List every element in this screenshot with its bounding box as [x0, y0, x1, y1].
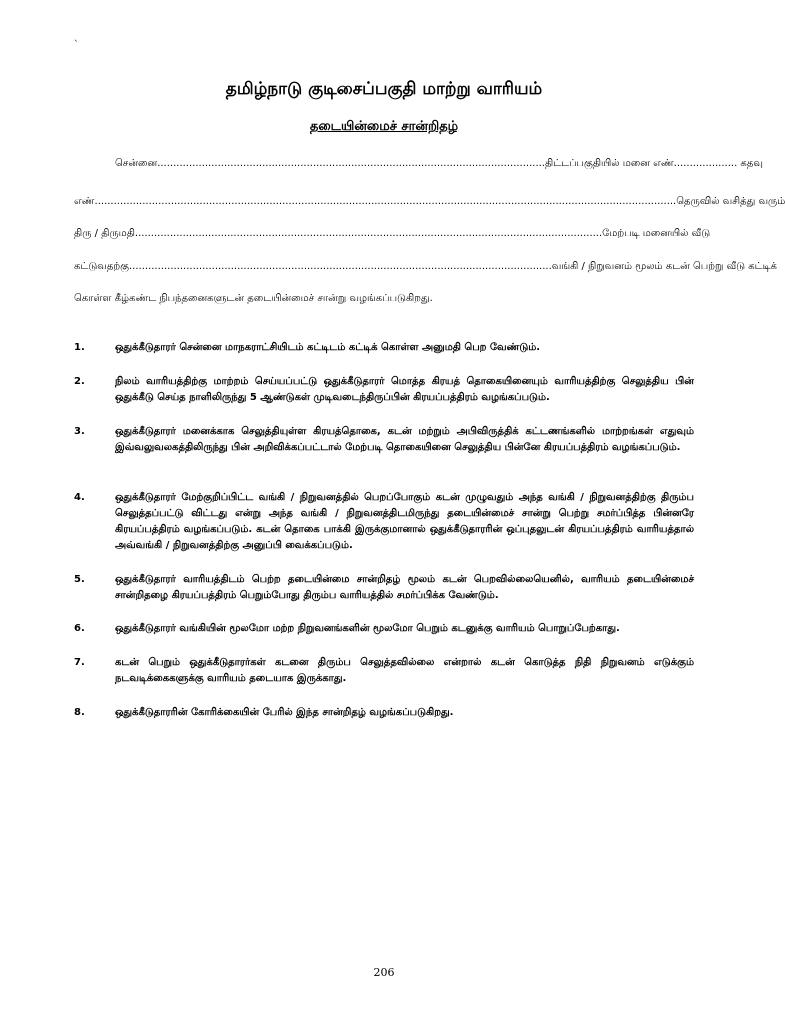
form-line-2 — [74, 194, 785, 210]
form-line-3-blank: ................................................................................................................................................... — [134, 228, 603, 239]
form-line-4 — [74, 259, 777, 275]
page-number: 206 — [373, 966, 395, 979]
condition-number: 7. — [74, 657, 85, 668]
form-line-1 — [115, 156, 763, 172]
stray-mark: ` — [74, 40, 79, 50]
form-line-5-lead: கொள்ள கீழ்கண்ட நிபந்தனைகளுடன் தடையின்மைச் சான்று வழங்கப்படுகிறது. — [74, 293, 433, 304]
form-line-1-tail: திட்டப்பகுதியில் மனை எண்.................... கதவு — [545, 158, 763, 169]
condition-number: 1. — [74, 342, 85, 353]
form-line-5 — [74, 291, 695, 307]
form-line-4-lead: கட்டுவதற்கு — [74, 261, 129, 272]
condition-text: கடன் பெறும் ஒதுக்கீடுதாரர்கள் கடனை திரும்ப செலுத்தவில்லை என்றால் கடன் கொடுத்த நிதி நிறுவனம் எடுக்கும் நடவடிக்கைகளுக்கு வாரியம் தடையாக இருக்காது. — [115, 657, 694, 684]
condition-number: 5. — [74, 574, 85, 585]
condition-text: ஒதுக்கீடுதாரர் சென்னை மாநகராட்சியிடம் கட்டிடம் கட்டிக் கொள்ள அனுமதி பெற வேண்டும். — [115, 342, 541, 353]
condition-text: ஒதுக்கீடுதாரர் மேற்குறிப்பிட்ட வங்கி / நிறுவனத்தில் பெறப்போகும் கடன் முழுவதும் அந்த வங்கி / நிறுவனத்திற்கு திரும்ப செலுத்தப்பட்டு விட்டது என்று அந்த வங்கி / நிறுவனத்திடமிருந்து தடையின்மைச் சான்று பெற்று சமர்ப்பித்த பின்னரே கிரயப்பத்திரம் வழங்கப்படும். கடன் தொகை பாக்கி இருக்குமானால் ஒதுக்கீடுதாரரின் ஒப்புதலுடன் கிரயப்பத்திரம் வாரியத்தால் அவ்வங்கி / நிறுவனத்திற்கு அனுப்பி வைக்கப்படும். — [115, 492, 694, 551]
form-line-2-tail: தெருவில் வசித்து வரும் — [676, 196, 785, 207]
condition-text: ஒதுக்கீடுதாரர் வங்கியின் மூலமோ மற்ற நிறுவனங்களின் மூலமோ பெறும் கடனுக்கு வாரியம் பொறுப்பேற்காது. — [115, 623, 620, 634]
form-line-2-lead: எண் — [74, 196, 95, 207]
document-subtitle: தடையின்மைச் சான்றிதழ் — [309, 119, 459, 134]
document-title: தமிழ்நாடு குடிசைப்பகுதி மாற்று வாரியம் — [225, 79, 543, 99]
condition-number: 8. — [74, 707, 85, 718]
condition-number: 6. — [74, 623, 85, 634]
condition-number: 2. — [74, 376, 85, 387]
form-line-3 — [74, 226, 711, 242]
condition-number: 3. — [74, 426, 85, 437]
form-line-3-tail: மேற்படி மனையில் வீடு — [602, 228, 711, 239]
condition-text: ஒதுக்கீடுதாரர் வாரியத்திடம் பெற்ற தடையின்மை சான்றிதழ் மூலம் கடன் பெறவில்லையெனில், வாரியம் தடையின்மைச் சான்றிதழை கிரயப்பத்திரம் பெறும்போது திரும்ப வாரியத்தில் சமர்ப்பிக்க வேண்டும். — [115, 574, 694, 601]
condition-number: 4. — [74, 492, 85, 503]
condition-text: நிலம் வாரியத்திற்கு மாற்றம் செய்யப்பட்டு ஒதுக்கீடுதாரர் மொத்த கிரயத் தொகையினையும் வாரியத்திற்கு செலுத்திய பின் ஒதுக்கீடு செய்த நாளிலிருந்து 5 ஆண்டுகள் முடிவடைந்திருப்பின் கிரயப்பத்திரம் வழங்கப்படும். — [115, 376, 694, 403]
form-line-1-lead: சென்னை — [115, 158, 158, 169]
form-line-4-blank: ..................................................................................................................................... — [129, 261, 552, 272]
form-line-4-tail: வங்கி / நிறுவனம் மூலம் கடன் பெற்று வீடு கட்டிக் — [551, 261, 777, 272]
form-line-1-blank: .......................................................................................................................... — [157, 158, 545, 169]
condition-text: ஒதுக்கீடுதாரரின் கோரிக்கையின் பேரில் இந்த சான்றிதழ் வழங்கப்படுகிறது. — [115, 707, 454, 718]
condition-text: ஒதுக்கீடுதாரர் மனைக்காக செலுத்தியுள்ள கிரயத்தொகை, கடன் மற்றும் அபிவிருத்திக் கட்டணங்களில் மாற்றங்கள் எதுவும் இவ்வலுவலகத்திலிருந்து பின் அறிவிக்கப்பட்டால் மேற்படி தொகையினை செலுத்திய பின்னே கிரயப்பத்திரம் வழங்கப்படும். — [115, 426, 694, 453]
form-line-3-lead: திரு / திருமதி — [74, 228, 135, 239]
form-line-2-blank: ....................................................................................................................................................................................... — [94, 196, 677, 207]
